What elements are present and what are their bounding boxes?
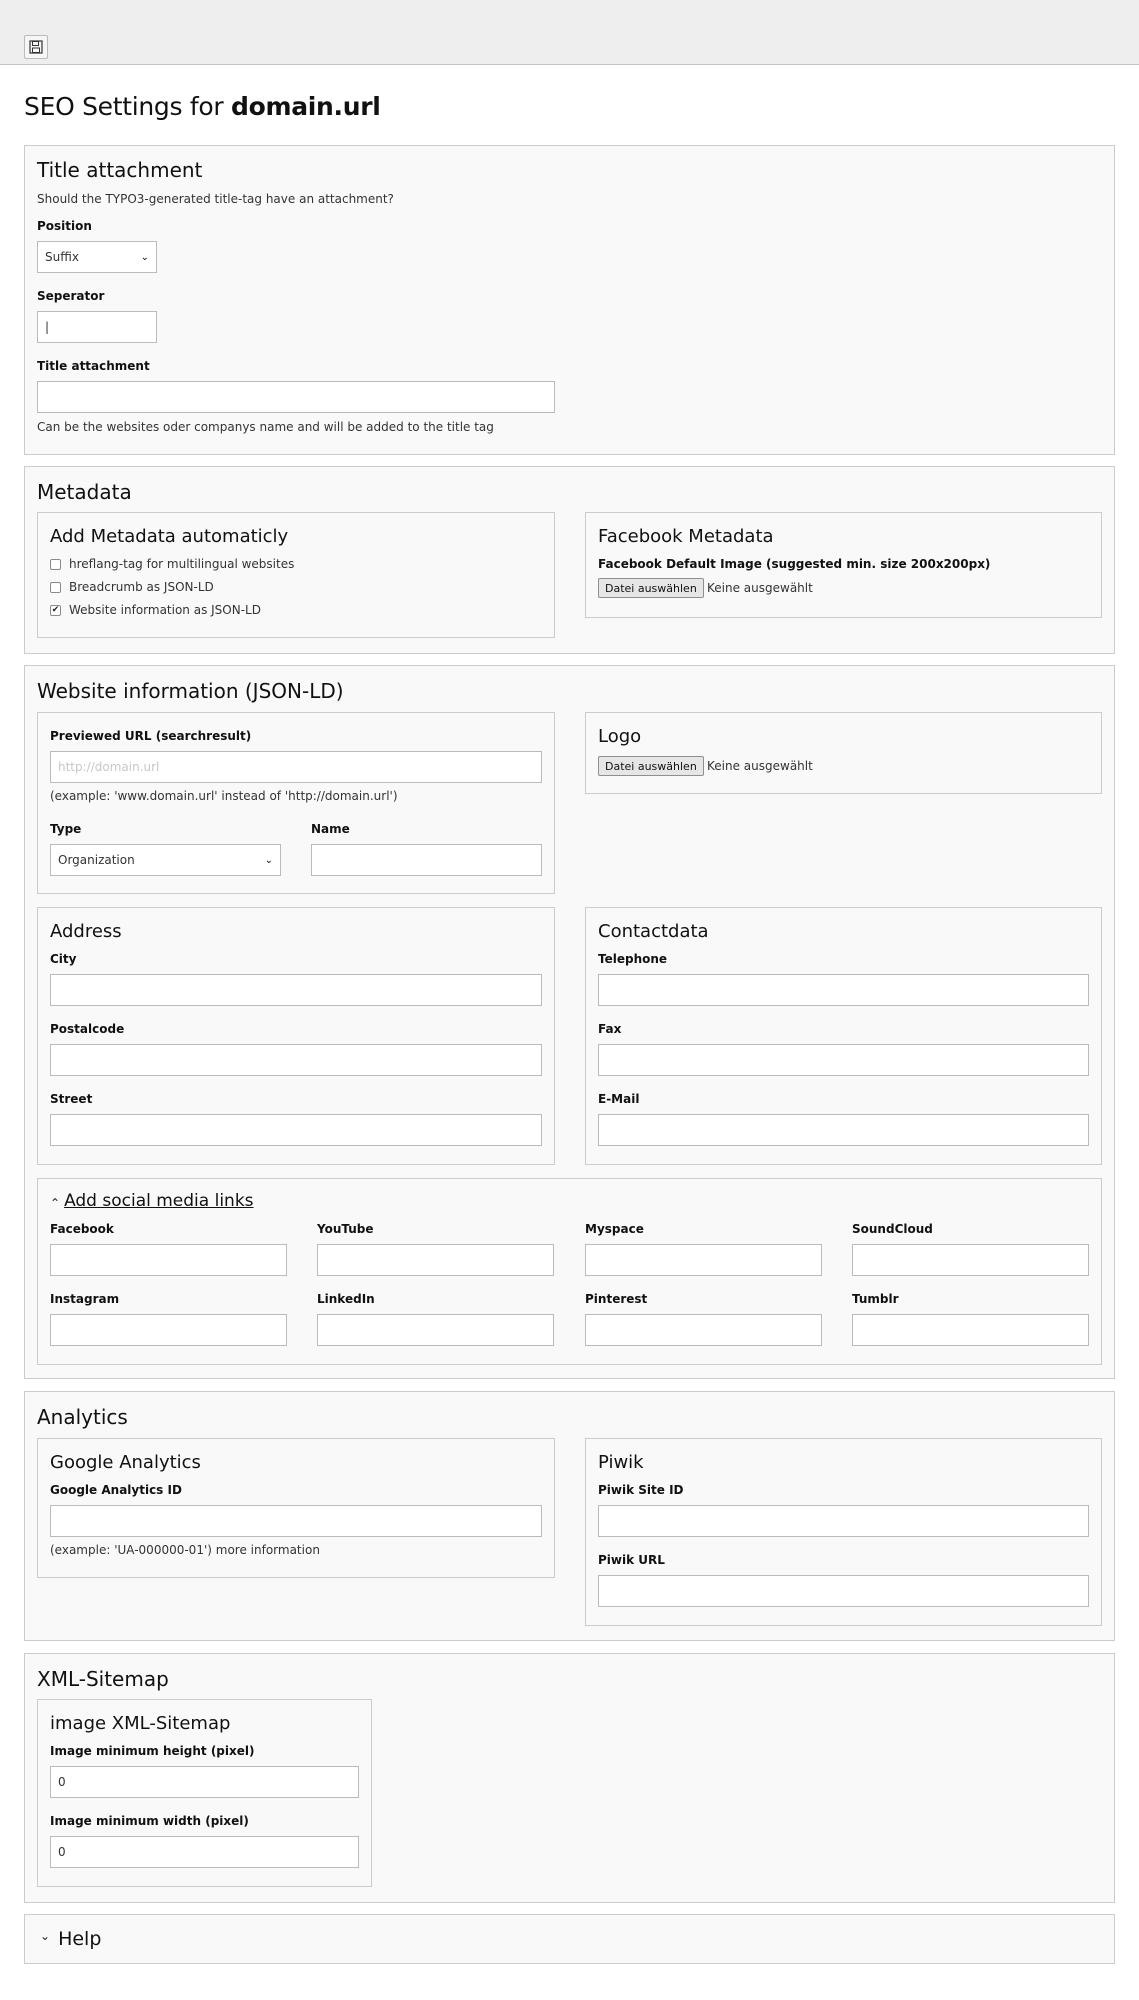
social-media-toggle[interactable] (50, 1191, 254, 1211)
hreflang-checkbox-label: hreflang-tag for multilingual websites (69, 557, 295, 571)
logo-file-status: Keine ausgewählt (707, 759, 813, 773)
myspace-label: Myspace (585, 1222, 644, 1236)
logo-file-button[interactable]: Datei auswählen (598, 756, 704, 776)
chevron-down-icon: ⌄ (140, 251, 149, 263)
type-select[interactable] (50, 844, 281, 876)
email-input[interactable] (598, 1114, 1089, 1146)
youtube-input[interactable] (317, 1244, 554, 1276)
address-legend: Address (50, 921, 122, 942)
website-info-checkbox-label: Website information as JSON-LD (69, 603, 261, 617)
sitemap-legend: XML-Sitemap (37, 1667, 169, 1691)
image-min-width-input[interactable] (50, 1836, 359, 1868)
docheader (0, 0, 1139, 65)
postalcode-input[interactable] (50, 1044, 542, 1076)
website-info-checkbox-row[interactable] (50, 603, 261, 617)
postalcode-label: Postalcode (50, 1022, 125, 1036)
name-label: Name (311, 822, 350, 836)
auto-metadata-legend: Add Metadata automaticly (50, 526, 289, 547)
social-media-toggle-label: Add social media links (64, 1191, 254, 1211)
tumblr-label: Tumblr (852, 1292, 899, 1306)
page-title-prefix: SEO Settings for (24, 92, 231, 121)
chevron-down-icon: ⌄ (40, 1929, 51, 1943)
facebook-input[interactable] (50, 1244, 287, 1276)
breadcrumb-checkbox[interactable] (50, 582, 61, 593)
linkedin-label: LinkedIn (317, 1292, 375, 1306)
image-min-height-input[interactable] (50, 1766, 359, 1798)
page-title (24, 92, 381, 121)
email-label: E-Mail (598, 1092, 640, 1106)
metadata-legend: Metadata (37, 480, 132, 504)
website-info-legend: Website information (JSON-LD) (37, 679, 344, 703)
title-attachment-input[interactable] (37, 381, 555, 413)
linkedin-input[interactable] (317, 1314, 554, 1346)
street-label: Street (50, 1092, 93, 1106)
image-sitemap-legend: image XML-Sitemap (50, 1713, 231, 1734)
piwik-url-label: Piwik URL (598, 1553, 665, 1567)
myspace-input[interactable] (585, 1244, 822, 1276)
facebook-image-label: Facebook Default Image (suggested min. size 200x200px) (598, 557, 991, 571)
checkmark-icon: ✔ (51, 604, 60, 615)
facebook-image-file-button[interactable]: Datei auswählen (598, 578, 704, 598)
help-fieldset (24, 1914, 1115, 1964)
type-select-value: Organization (58, 853, 135, 867)
google-analytics-id-label: Google Analytics ID (50, 1483, 182, 1497)
google-analytics-help (50, 1543, 320, 1557)
instagram-label: Instagram (50, 1292, 120, 1306)
piwik-site-id-input[interactable] (598, 1505, 1089, 1537)
help-toggle[interactable] (40, 1928, 101, 1950)
facebook-metadata-legend: Facebook Metadata (598, 526, 774, 547)
title-attachment-description: Should the TYPO3-generated title-tag have an attachment? (37, 192, 394, 206)
title-attachment-label: Title attachment (37, 359, 150, 373)
fax-label: Fax (598, 1022, 622, 1036)
previewed-url-input[interactable] (50, 751, 542, 783)
image-min-width-label: Image minimum width (pixel) (50, 1814, 249, 1828)
pinterest-label: Pinterest (585, 1292, 648, 1306)
title-attachment-legend: Title attachment (37, 158, 203, 182)
page-title-domain: domain.url (231, 92, 381, 121)
street-input[interactable] (50, 1114, 542, 1146)
google-analytics-id-input[interactable] (50, 1505, 542, 1537)
piwik-site-id-label: Piwik Site ID (598, 1483, 684, 1497)
telephone-label: Telephone (598, 952, 668, 966)
piwik-url-input[interactable] (598, 1575, 1089, 1607)
contactdata-legend: Contactdata (598, 921, 709, 942)
youtube-label: YouTube (317, 1222, 374, 1236)
chevron-down-icon: ⌄ (264, 854, 273, 866)
name-input[interactable] (311, 844, 542, 876)
tumblr-input[interactable] (852, 1314, 1089, 1346)
hreflang-checkbox[interactable] (50, 559, 61, 570)
image-min-height-label: Image minimum height (pixel) (50, 1744, 255, 1758)
previewed-url-help: (example: 'www.domain.url' instead of 'http://domain.url') (50, 789, 398, 803)
analytics-legend: Analytics (37, 1405, 128, 1429)
soundcloud-label: SoundCloud (852, 1222, 933, 1236)
fax-input[interactable] (598, 1044, 1089, 1076)
city-label: City (50, 952, 77, 966)
breadcrumb-checkbox-row[interactable] (50, 580, 214, 594)
logo-fieldset (585, 712, 1102, 794)
instagram-input[interactable] (50, 1314, 287, 1346)
facebook-label: Facebook (50, 1222, 114, 1236)
previewed-url-label: Previewed URL (searchresult) (50, 729, 252, 743)
pinterest-input[interactable] (585, 1314, 822, 1346)
save-icon (29, 40, 43, 54)
city-input[interactable] (50, 974, 542, 1006)
hreflang-checkbox-row[interactable] (50, 557, 294, 571)
position-select[interactable] (37, 241, 157, 273)
google-analytics-more-info-link[interactable]: more information (215, 1543, 320, 1557)
google-analytics-help-example: (example: 'UA-000000-01') (50, 1543, 212, 1557)
soundcloud-input[interactable] (852, 1244, 1089, 1276)
title-attachment-help: Can be the websites oder companys name and will be added to the title tag (37, 420, 494, 434)
save-button[interactable] (24, 35, 48, 59)
separator-label: Seperator (37, 289, 105, 303)
position-select-value: Suffix (45, 250, 79, 264)
chevron-up-icon: ⌃ (50, 1196, 61, 1210)
type-label: Type (50, 822, 82, 836)
piwik-legend: Piwik (598, 1452, 644, 1473)
website-info-checkbox[interactable] (50, 605, 61, 616)
facebook-image-file-status: Keine ausgewählt (707, 581, 813, 595)
logo-legend: Logo (598, 726, 642, 747)
position-label: Position (37, 219, 92, 233)
separator-input[interactable] (37, 311, 157, 343)
telephone-input[interactable] (598, 974, 1089, 1006)
google-analytics-legend: Google Analytics (50, 1452, 201, 1473)
breadcrumb-checkbox-label: Breadcrumb as JSON-LD (69, 580, 214, 594)
help-toggle-label: Help (58, 1928, 102, 1950)
